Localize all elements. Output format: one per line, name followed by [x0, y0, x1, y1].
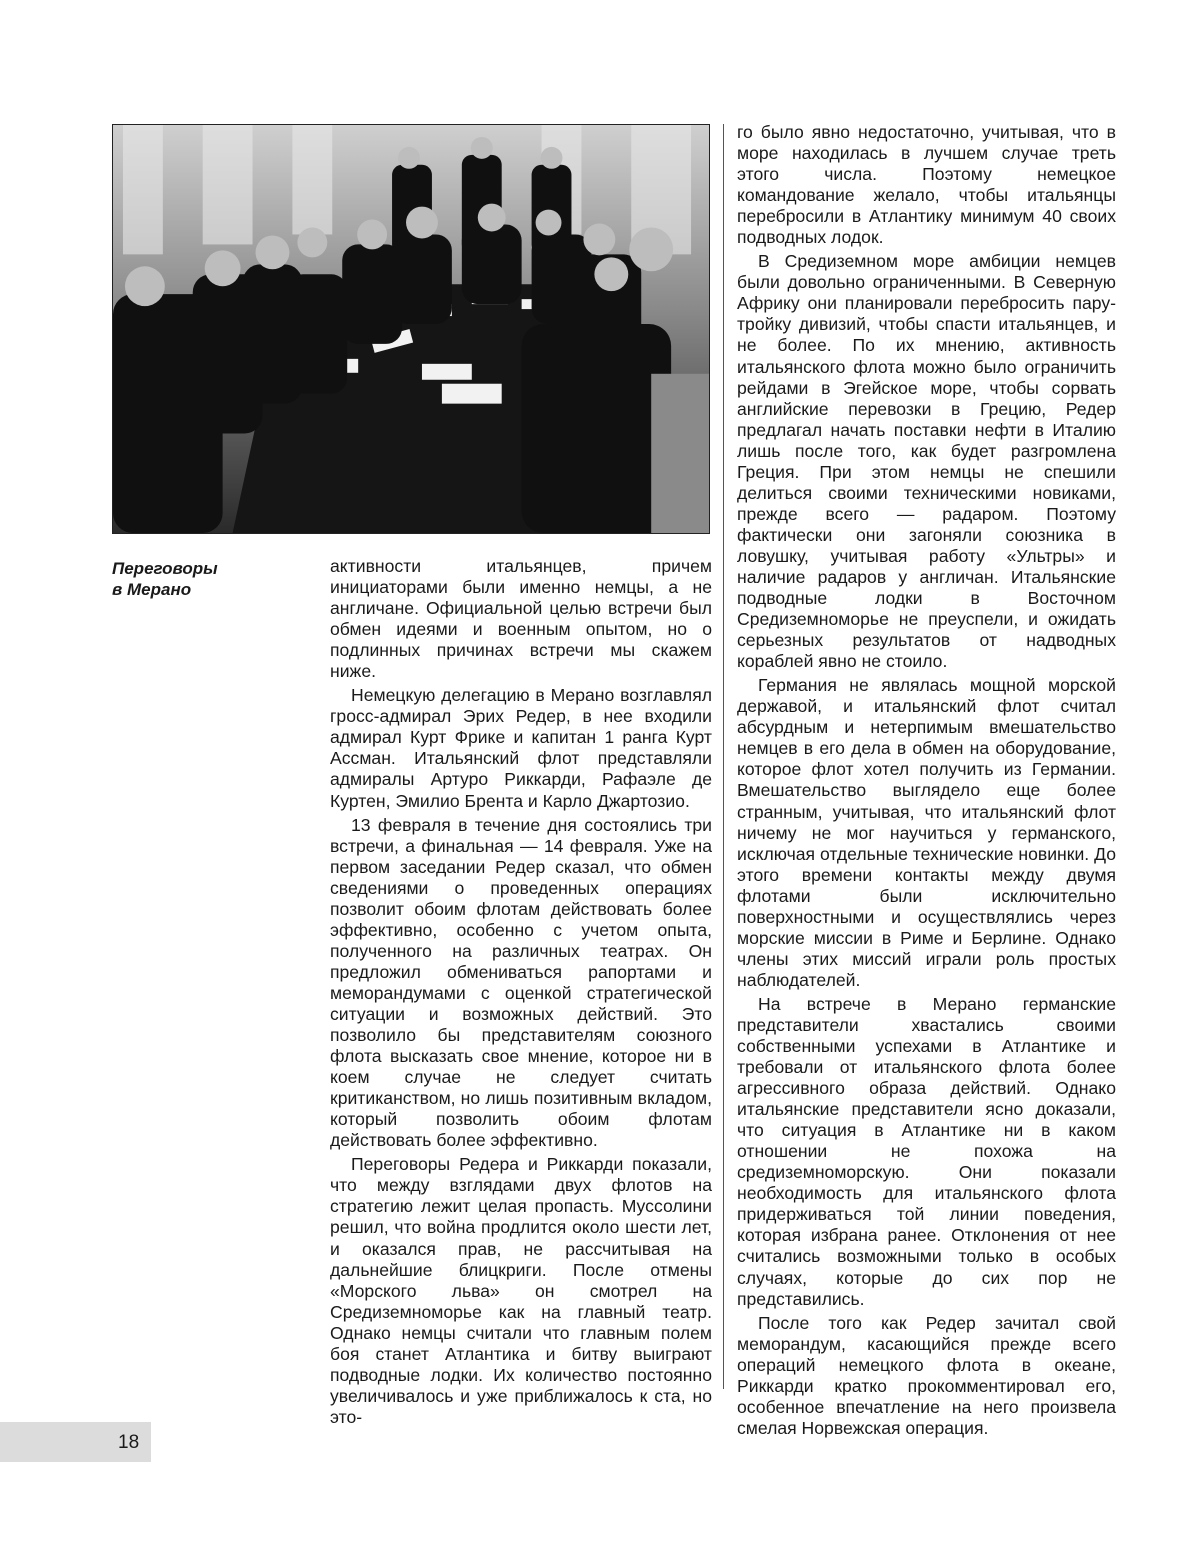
paragraph: В Средиземном море амбиции немцев были довольно ограниченными. В Северную Африку они планировали перебросить пару-тройку дивизий, чтобы спасти итальянцев, и не более. По их мнению, активность итальянского флота можно было ограничить рейдами в Эгейское море, чтобы сорвать английские перевозки в Грецию, Редер предлагал начать поставки нефти в Италию лишь после того, как будет разгромлена Греция. При этом немцы не спешили делиться своими техническими новиками, прежде всего — радаром. Поэтому фактически они загоняли союзника в ловушку, учитывая работу «Ультры» и наличие радаров у англичан. Итальянские подводные лодки в Восточном Средиземноморье не преуспели, и ожидать серьезных результатов от надводных кораблей явно не стоило. [737, 251, 1116, 672]
column-divider [723, 124, 724, 1389]
page-number: 18 [118, 1432, 140, 1453]
caption-line-2: в Мерано [112, 580, 192, 599]
caption-line-1: Переговоры [112, 559, 218, 578]
paragraph: Переговоры Редера и Риккарди показали, что между взглядами двух флотов на стратегию лежит целая пропасть. Муссолини решил, что война продлится около шести лет, и оказался прав, не рассчитывая на дальнейшие блицкриги. После отмены «Морского льва» он смотрел на Средиземноморье как на главный театр. Однако немцы считали что главным полем боя станет Атлантика и битву выиграют подводные лодки. Их количество постоянно увеличивалось и уже приближалось к ста, но это- [330, 1154, 712, 1427]
photo-caption [112, 558, 302, 600]
paragraph: Германия не являлась мощной морской державой, и итальянский флот считал абсурдным и нетерпимым вмешательство немцев в его дела в обмен на оборудование, которое флот хотел получить из Германии. Вмешательство выглядело еще более странным, учитывая, что итальянский флот ничему не мог научиться у германского, исключая отдельные технические новинки. До этого времени контакты между двумя флотами были исключительно поверхностными и осуществлялись через морские миссии в Риме и Берлине. Однако члены этих миссий играли роль простых наблюдателей. [737, 675, 1116, 990]
paragraph: активности итальянцев, причем инициаторами были именно немцы, а не англичане. Официальной целью встречи был обмен идеями и военным опытом, но о подлинных причинах встречи мы скажем ниже. [330, 556, 712, 682]
paragraph: После того как Редер зачитал свой меморандум, касающийся прежде всего операций немецкого флота в океане, Риккарди кратко прокомментировал его, особенное впечатление на него произвела смелая Норвежская операция. [737, 1312, 1116, 1438]
paragraph: го было явно недостаточно, учитывая, что в море находилась в лучшем случае треть этого числа. Поэтому немецкое командование желало, чтобы итальянцы перебросили в Атлантику минимум 40 своих подводных лодок. [737, 122, 1116, 248]
paragraph: На встрече в Мерано германские представители хвастались своими собственными успехами в Атлантике и требовали от итальянского флота более агрессивного образа действий. Однако итальянские представители ясно доказали, что ситуация в Атлантике ни в каком отношении не похожа на средиземноморскую. Они показали необходимость для итальянского флота придерживаться той линии поведения, которая избрана ранее. Отклонения от нее считались возможными только в особых случаях, которые до сих пор не представились. [737, 993, 1116, 1309]
right-text-column [737, 122, 1116, 1442]
paragraph: 13 февраля в течение дня состоялись три встречи, а финальная — 14 февраля. Уже на первом заседании Редер сказал, что обмен сведениями о проведенных операциях позволит обоим флотам действовать более эффективно, особенно с учетом опыта, полученного на различных театрах. Он предложил обмениваться рапортами и меморандумами с оценкой стратегической ситуации и возможных действий. Это позволило бы представителям союзного флота высказать свое мнение, которое ни в коем случае не следует считать критиканством, но лишь позитивным вкладом, который позволить обоим флотам действовать более эффективно. [330, 814, 712, 1151]
meeting-photo [112, 124, 710, 534]
paragraph: Немецкую делегацию в Мерано возглавлял гросс-адмирал Эрих Редер, в нее входили адмирал Курт Фрике и капитан 1 ранга Курт Ассман. Итальянский флот представляли адмиралы Артуро Риккарди, Рафаэле де Куртен, Эмилио Брента и Карло Джартозио. [330, 685, 712, 811]
left-text-column [330, 556, 712, 1431]
photo-illustration [113, 125, 709, 533]
